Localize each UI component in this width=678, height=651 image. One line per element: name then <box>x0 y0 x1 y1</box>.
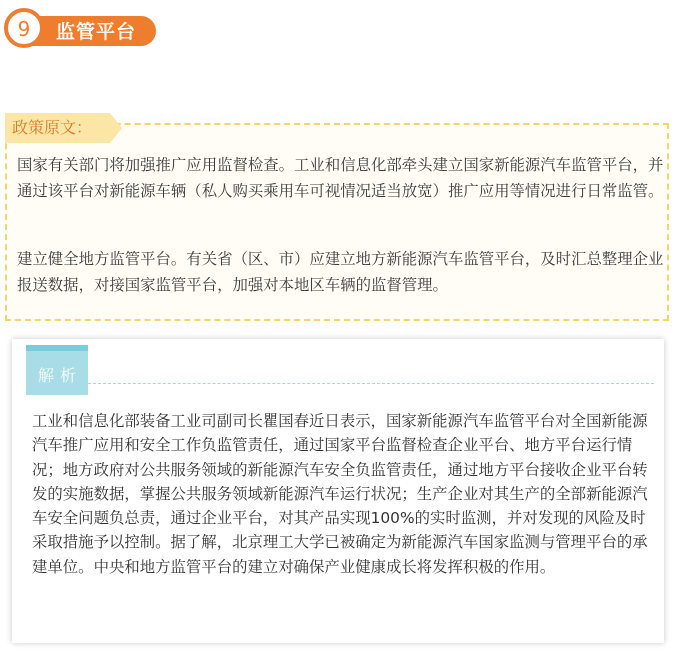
policy-label: 政策原文： <box>5 113 110 143</box>
analysis-card <box>12 339 664 643</box>
analysis-text: 工业和信息化部装备工业司副司长瞿国春近日表示，国家新能源汽车监管平台对全国新能源汽车推广应用和安全工作负监管责任，通过国家平台监督检查企业平台、地方平台运行情况；地方政府对公共服务领域的新能源汽车安全负监管责任，通过地方平台接收企业平台转发的实施数据，掌握公共服务领域新能源汽车运行状况；生产企业对其生产的全部新能源汽车安全问题负总责，通过企业平台，对其产品实现100%的实时监测，并对发现的风险及时采取措施予以控制。据了解，北京理工大学已被确定为新能源汽车国家监测与管理平台的承建单位。中央和地方监管平台的建立对确保产业健康成长将发挥积极的作用。 <box>32 412 648 576</box>
policy-paragraph: 国家有关部门将加强推广应用监督检查。工业和信息化部牵头建立国家新能源汽车监管平台，并通过该平台对新能源车辆（私人购买乘用车可视情况适当放宽）推广应用等情况进行日常监管。 <box>17 156 664 200</box>
policy-box <box>5 123 669 321</box>
analysis-label: 解析 <box>37 366 82 385</box>
section-number: 9 <box>17 17 31 41</box>
section-header <box>4 8 154 48</box>
section-title: 监管平台 <box>56 21 137 43</box>
section-number-badge <box>4 8 44 48</box>
divider <box>88 383 654 384</box>
analysis-tab <box>26 351 88 395</box>
policy-paragraph: 建立健全地方监管平台。有关省（区、市）应建立地方新能源汽车监管平台，及时汇总整理企业报送数据，对接国家监管平台，加强对本地区车辆的监督管理。 <box>17 250 664 294</box>
